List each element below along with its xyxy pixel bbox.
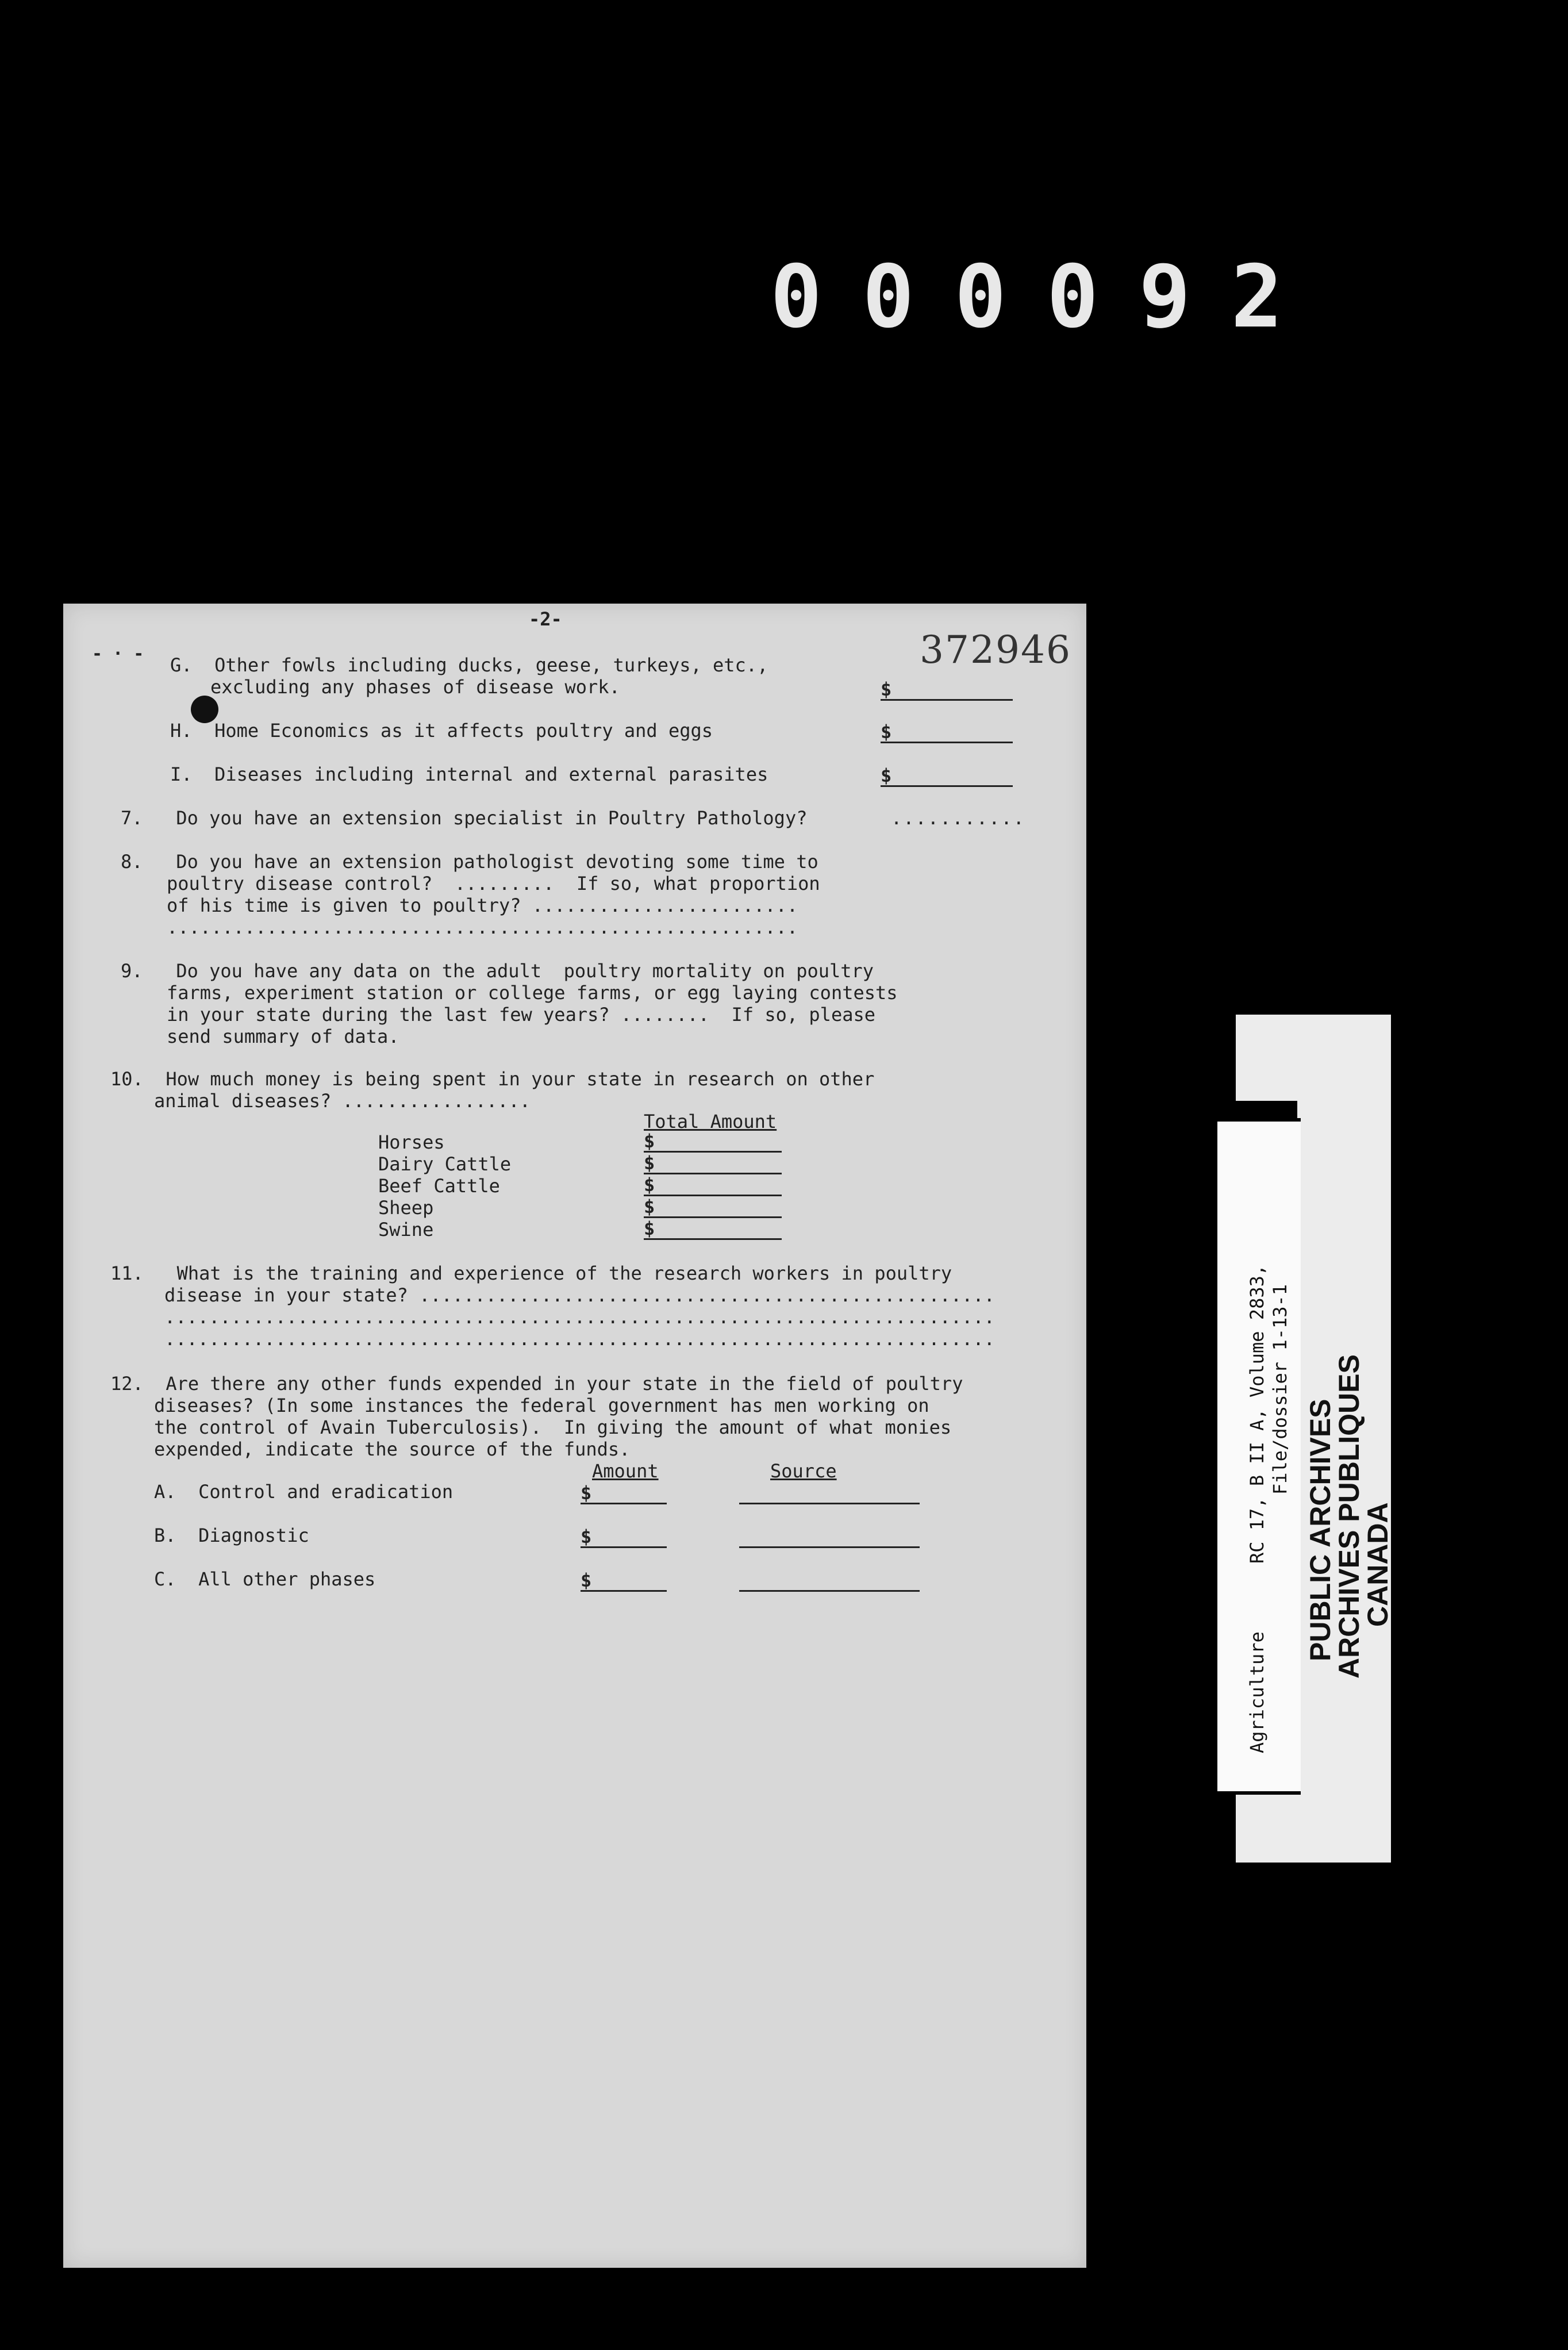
frame-number: 000092 [770, 247, 1323, 347]
animal-swine: Swine [378, 1219, 434, 1241]
item-g-line1: G. Other fowls including ducks, geese, turkeys, etc., [170, 654, 768, 676]
archive-dossier: File/dossier 1-13-1 [1269, 1284, 1291, 1495]
question-8-line4: ......................................................... [167, 916, 798, 938]
question-10-line1: 10. How much money is being spent in your state in research on other [110, 1068, 875, 1090]
question-9-line4: send summary of data. [167, 1026, 399, 1047]
source-header: Source [770, 1460, 837, 1482]
question-8-line3: of his time is given to poultry? ........................ [167, 894, 798, 916]
c-source-blank [739, 1569, 920, 1592]
question-9-line3: in your state during the last few years? ........ If so, please [167, 1004, 875, 1026]
question-10-line2: animal diseases? ................. [154, 1090, 531, 1112]
item-h-line: H. Home Economics as it affects poultry and eggs [170, 720, 713, 742]
animal-sheep: Sheep [378, 1197, 434, 1219]
question-8-line2: poultry disease control? ......... If so, what proportion [167, 873, 820, 894]
a-amount-blank: $ [581, 1482, 667, 1504]
question-12-b: B. Diagnostic [154, 1525, 309, 1546]
horses-blank: $ [644, 1130, 782, 1153]
archive-reference: RC 17, B II A, Volume 2833, [1246, 1264, 1268, 1564]
page-number: -2- [529, 608, 562, 630]
b-amount-blank: $ [581, 1526, 667, 1548]
question-8-line1: 8. Do you have an extension pathologist devoting some time to [121, 851, 818, 873]
question-7-leader: ........... [891, 807, 1025, 829]
c-amount-blank: $ [581, 1569, 667, 1592]
a-source-blank [739, 1482, 920, 1504]
margin-mark: - · - [92, 644, 144, 664]
archives-fr: ARCHIVES PUBLIQUES [1333, 1354, 1365, 1679]
archives-country: CANADA [1362, 1502, 1394, 1627]
question-11-line2: disease in your state? .................................................... [164, 1284, 995, 1306]
question-12-line1: 12. Are there any other funds expended in your state in the field of poultry [110, 1373, 963, 1395]
animal-horses: Horses [378, 1131, 445, 1153]
question-11-line4: ........................................................................... [164, 1328, 995, 1350]
item-i-blank: $ [881, 765, 1013, 787]
archives-en: PUBLIC ARCHIVES [1304, 1399, 1336, 1661]
animal-dairy-cattle: Dairy Cattle [378, 1153, 512, 1175]
question-12-a: A. Control and eradication [154, 1481, 454, 1503]
sheep-blank: $ [644, 1196, 782, 1218]
document-page [63, 604, 1086, 2268]
punch-hole-mark [191, 696, 218, 723]
swine-blank: $ [644, 1218, 782, 1240]
item-g-line2: excluding any phases of disease work. [210, 676, 620, 698]
question-11-line1: 11. What is the training and experience of the research workers in poultry [110, 1262, 952, 1284]
question-12-line3: the control of Avain Tuberculosis). In giving the amount of what monies [154, 1416, 952, 1438]
question-12-c: C. All other phases [154, 1568, 376, 1590]
dairy-cattle-blank: $ [644, 1152, 782, 1174]
question-7: 7. Do you have an extension specialist in Poultry Pathology? [121, 807, 808, 829]
archive-subject: Agriculture [1246, 1631, 1268, 1753]
animal-beef-cattle: Beef Cattle [378, 1175, 500, 1197]
b-source-blank [739, 1526, 920, 1548]
question-9-line2: farms, experiment station or college farms, or egg laying contests [167, 982, 898, 1004]
question-10-header: Total Amount [644, 1111, 777, 1132]
question-12-line4: expended, indicate the source of the funds. [154, 1438, 631, 1460]
item-g-blank: $ [881, 678, 1013, 701]
stamp-number: 372946 [920, 628, 1071, 672]
question-11-line3: ........................................................................... [164, 1306, 995, 1328]
question-9-line1: 9. Do you have any data on the adult poultry mortality on poultry [121, 960, 874, 982]
card-tab [1214, 1101, 1297, 1118]
item-h-blank: $ [881, 721, 1013, 743]
beef-cattle-blank: $ [644, 1174, 782, 1196]
amount-header: Amount [592, 1460, 659, 1482]
question-12-line2: diseases? (In some instances the federal government has men working on [154, 1395, 929, 1416]
item-i-line: I. Diseases including internal and external parasites [170, 763, 768, 785]
